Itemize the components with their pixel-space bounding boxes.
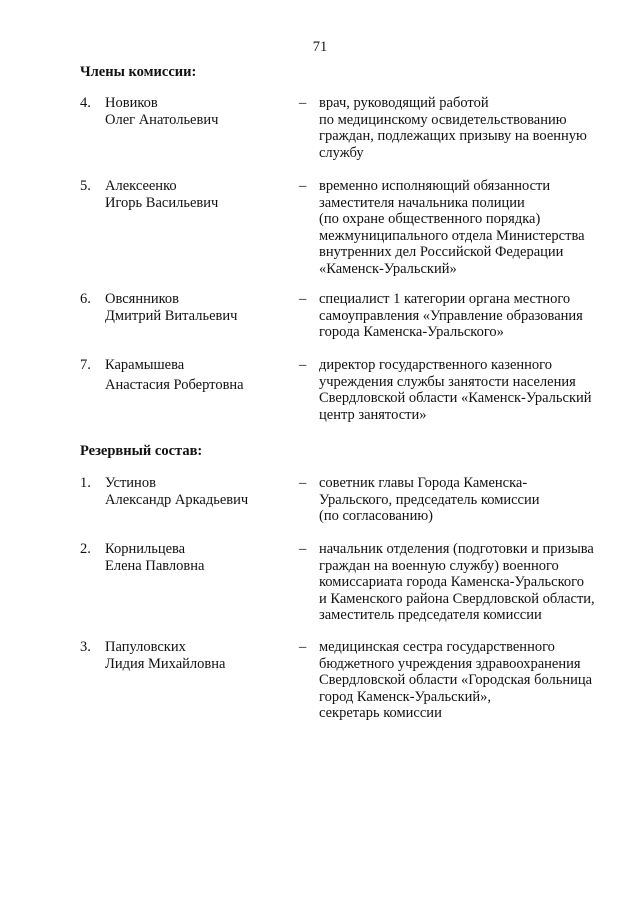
position-line: заместитель председателя комиссии: [319, 607, 542, 624]
position-line: город Каменск-Уральский»,: [319, 688, 492, 705]
entry-number: 6.: [80, 291, 91, 307]
member-surname: Овсянников: [105, 291, 180, 307]
member-position: [319, 639, 620, 722]
position-line: специалист 1 категории органа местного: [319, 291, 571, 307]
member-given-names: Дмитрий Витальевич: [105, 307, 238, 324]
member-given-names: Анастасия Робертовна: [105, 376, 244, 393]
position-line: заместителя начальника полиции: [319, 194, 525, 211]
position-line: города Каменска-Уральского»: [319, 324, 504, 341]
member-given-names: Игорь Васильевич: [105, 194, 219, 211]
member-position: [319, 541, 620, 624]
member-position: [319, 291, 620, 341]
entry-number: 2.: [80, 541, 91, 557]
member-name: [105, 475, 305, 508]
member-surname: Алексеенко: [105, 178, 177, 194]
reserve-heading: Резервный состав:: [80, 443, 203, 459]
position-line: граждан на военную службу) военного: [319, 557, 559, 574]
position-line: Уральского, председатель комиссии: [319, 491, 540, 508]
position-line: самоуправления «Управление образования: [319, 307, 583, 324]
entry-dash: –: [299, 639, 307, 655]
member-name: [105, 178, 305, 211]
position-line: граждан, подлежащих призыву на военную: [319, 128, 587, 145]
entry-dash: –: [299, 357, 307, 373]
position-line: Свердловской области «Городская больница: [319, 672, 593, 689]
entry-number: 7.: [80, 357, 91, 373]
members-heading: Члены комиссии:: [80, 64, 197, 80]
entry-number: 1.: [80, 475, 91, 491]
member-surname: Корнильцева: [105, 541, 186, 557]
position-line: советник главы Города Каменска-: [319, 475, 528, 491]
position-line: внутренних дел Российской Федерации: [319, 244, 564, 261]
entry-dash: –: [299, 178, 307, 194]
position-line: (по охране общественного порядка): [319, 211, 541, 228]
member-surname: Новиков: [105, 95, 158, 111]
position-line: секретарь комиссии: [319, 705, 442, 722]
member-given-names: Александр Аркадьевич: [105, 491, 249, 508]
page-number: 71: [312, 39, 328, 55]
member-name: [105, 357, 305, 393]
position-line: службу: [319, 144, 364, 161]
position-line: центр занятости»: [319, 406, 427, 423]
member-given-names: Елена Павловна: [105, 557, 205, 574]
entry-number: 3.: [80, 639, 91, 655]
position-line: медицинская сестра государственного: [319, 639, 555, 655]
member-surname: Папуловских: [105, 639, 186, 655]
position-line: Свердловской области «Каменск-Уральский: [319, 390, 592, 407]
entry-dash: –: [299, 541, 307, 557]
position-line: учреждения службы занятости населения: [319, 373, 576, 390]
position-line: бюджетного учреждения здравоохранения: [319, 655, 581, 672]
member-given-names: Лидия Михайловна: [105, 655, 226, 672]
position-line: врач, руководящий работой: [319, 95, 489, 111]
member-position: [319, 357, 620, 423]
entry-number: 5.: [80, 178, 91, 194]
member-name: [105, 291, 305, 324]
entry-dash: –: [299, 475, 307, 491]
entry-dash: –: [299, 291, 307, 307]
position-line: и Каменского района Свердловской области,: [319, 590, 595, 607]
member-surname: Карамышева: [105, 357, 185, 373]
position-line: комиссариата города Каменска-Уральского: [319, 574, 585, 591]
position-line: (по согласованию): [319, 508, 433, 525]
member-name: [105, 639, 305, 672]
position-line: директор государственного казенного: [319, 357, 553, 373]
position-line: временно исполняющий обязанности: [319, 178, 551, 194]
entry-number: 4.: [80, 95, 91, 111]
entry-dash: –: [299, 95, 307, 111]
member-given-names: Олег Анатольевич: [105, 111, 219, 128]
member-position: [319, 178, 620, 278]
member-surname: Устинов: [105, 475, 156, 491]
member-position: [319, 95, 620, 161]
position-line: «Каменск-Уральский»: [319, 260, 457, 277]
member-name: [105, 95, 305, 128]
position-line: начальник отделения (подготовки и призыва: [319, 541, 594, 557]
position-line: межмуниципального отдела Министерства: [319, 227, 585, 244]
member-position: [319, 475, 620, 525]
position-line: по медицинскому освидетельствованию: [319, 111, 567, 128]
member-name: [105, 541, 305, 574]
